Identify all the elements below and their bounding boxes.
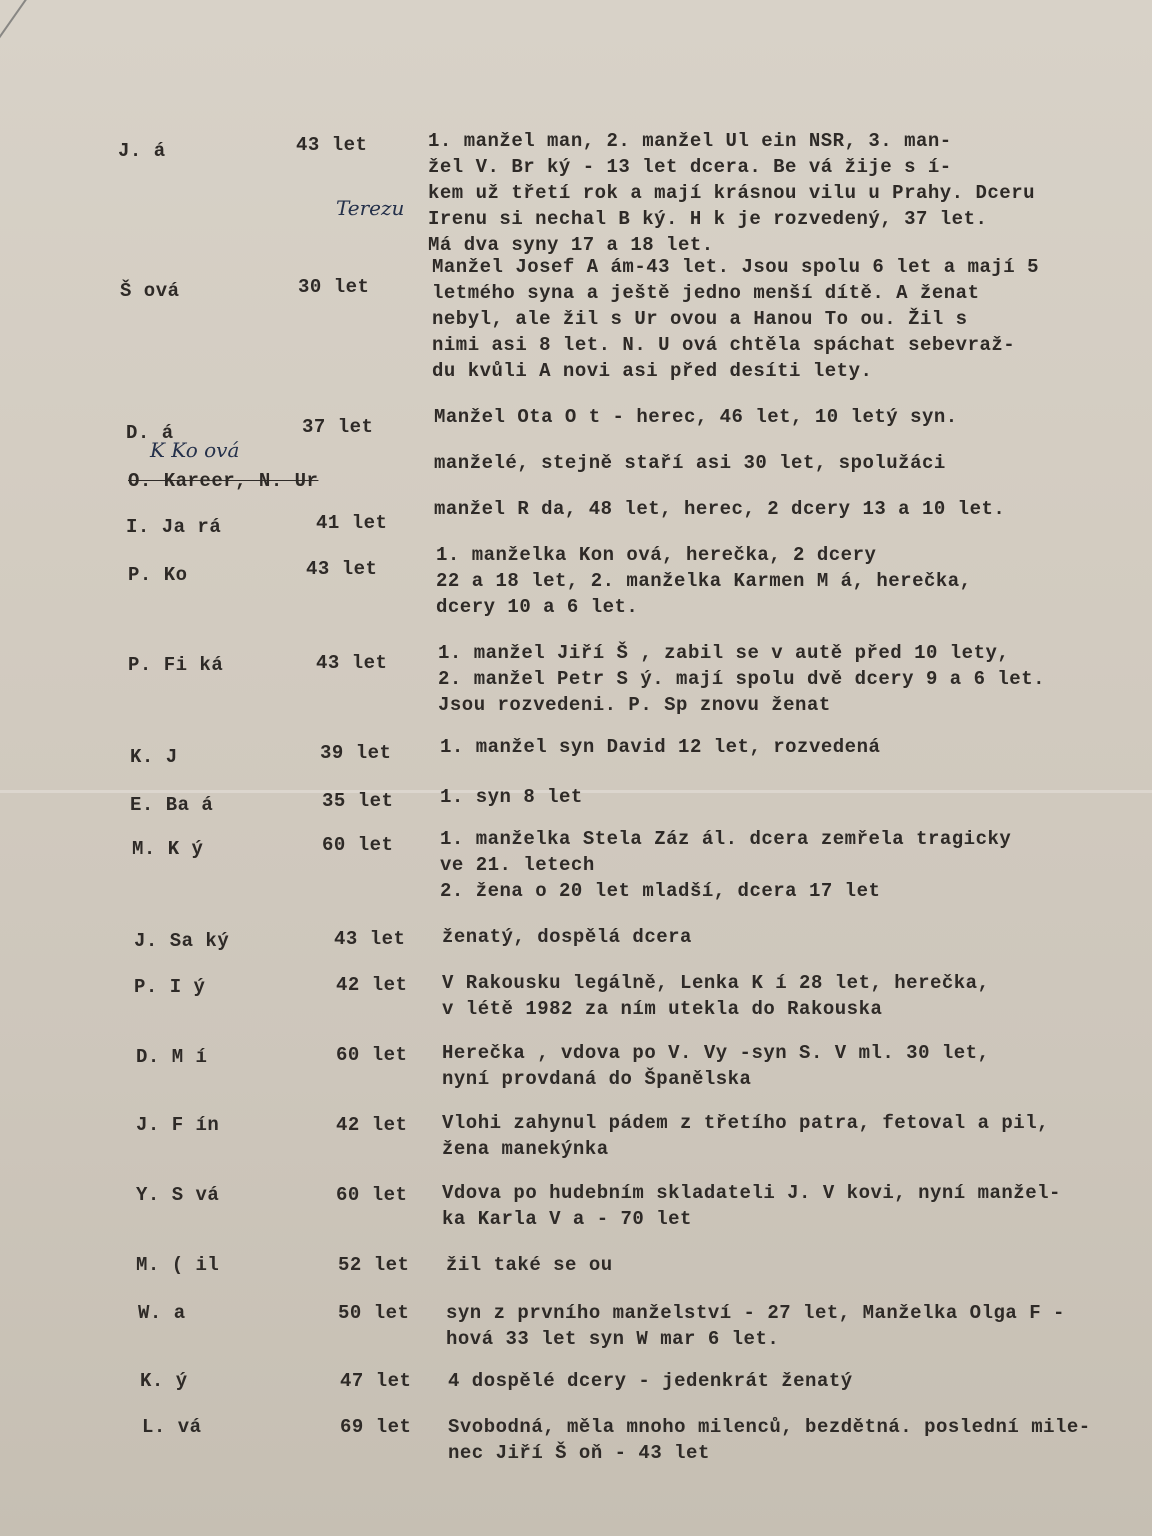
- description-line: V Rakousku legálně, Lenka K í 28 let, herečka,: [442, 972, 990, 994]
- entry-name: P. Ko: [128, 564, 188, 586]
- description-line: manžel R da, 48 let, herec, 2 dcery 13 a 10 let.: [434, 498, 1006, 520]
- entry-age: 43 let: [306, 558, 378, 580]
- description-line: 2. manžel Petr S ý. mají spolu dvě dcery 9 a 6 let.: [438, 668, 1045, 690]
- description-line: Manžel Josef A ám-43 let. Jsou spolu 6 let a mají 5: [432, 256, 1039, 278]
- description-line: 1. manžel Jiří Š , zabil se v autě před 10 lety,: [438, 642, 1010, 664]
- entry-description: [446, 1252, 1146, 1278]
- entry-name: M. K ý: [132, 838, 204, 860]
- entry-age: 42 let: [336, 1114, 408, 1136]
- entry-description: [428, 128, 1128, 258]
- entry-name: L. vá: [142, 1416, 202, 1438]
- entry-description: [442, 1110, 1142, 1162]
- description-line: nebyl, ale žil s Ur ovou a Hanou To ou. Žil s: [432, 308, 968, 330]
- description-line: v létě 1982 za ním utekla do Rakouska: [442, 998, 883, 1020]
- description-line: kem už třetí rok a mají krásnou vilu u Prahy. Dceru: [428, 182, 1035, 204]
- entry-name: Š ová: [120, 280, 180, 302]
- description-line: Irenu si nechal B ký. H k je rozvedený, 37 let.: [428, 208, 988, 230]
- entry-age: 60 let: [336, 1044, 408, 1066]
- description-line: ka Karla V a - 70 let: [442, 1208, 692, 1230]
- entry-name: W. a: [138, 1302, 186, 1324]
- entry-age: 43 let: [316, 652, 388, 674]
- description-line: 1. manželka Kon ová, herečka, 2 dcery: [436, 544, 877, 566]
- entry-age: 42 let: [336, 974, 408, 996]
- entry-description: [434, 450, 1134, 476]
- description-line: Svobodná, měla mnoho milenců, bezdětná. poslední mile-: [448, 1416, 1091, 1438]
- description-line: manželé, stejně staří asi 30 let, spolužáci: [434, 452, 946, 474]
- description-line: nyní provdaná do Španělska: [442, 1068, 752, 1090]
- description-line: du kvůli A novi asi před desíti lety.: [432, 360, 873, 382]
- entry-name: I. Ja rá: [126, 516, 222, 538]
- entry-name: O. Kareer, N. Ur: [128, 470, 319, 492]
- entry-name: J. Sa ký: [134, 930, 230, 952]
- entry-description: [448, 1414, 1148, 1466]
- entry-description: [438, 640, 1138, 718]
- entry-name: D. M í: [136, 1046, 208, 1068]
- entry-name: E. Ba á: [130, 794, 214, 816]
- entry-description: [434, 404, 1134, 430]
- staple-mark: [0, 0, 69, 75]
- description-line: nec Jiří Š oň - 43 let: [448, 1442, 710, 1464]
- description-line: žel V. Br ký - 13 let dcera. Be vá žije s í-: [428, 156, 952, 178]
- description-line: žil také se ou: [446, 1254, 613, 1276]
- entry-description: [442, 1040, 1142, 1092]
- entry-description: [448, 1368, 1148, 1394]
- description-line: 1. syn 8 let: [440, 786, 583, 808]
- entry-age: 41 let: [316, 512, 388, 534]
- entry-name: J. á: [118, 140, 166, 162]
- entry-name: J. F ín: [136, 1114, 220, 1136]
- entry-description: [442, 924, 1142, 950]
- description-line: hová 33 let syn W mar 6 let.: [446, 1328, 780, 1350]
- description-line: Vdova po hudebním skladateli J. V kovi, nyní manžel-: [442, 1182, 1061, 1204]
- description-line: Herečka , vdova po V. Vy -syn S. V ml. 30 let,: [442, 1042, 990, 1064]
- description-line: Jsou rozvedeni. P. Sp znovu ženat: [438, 694, 831, 716]
- entry-age: 60 let: [336, 1184, 408, 1206]
- description-line: 1. manžel syn David 12 let, rozvedená: [440, 736, 881, 758]
- description-line: dcery 10 a 6 let.: [436, 596, 639, 618]
- entry-age: 47 let: [340, 1370, 412, 1392]
- entry-name: K. J: [130, 746, 178, 768]
- handwritten-annotation-terezu: Terezu: [336, 196, 405, 220]
- description-line: syn z prvního manželství - 27 let, Manželka Olga F -: [446, 1302, 1065, 1324]
- entry-age: 39 let: [320, 742, 392, 764]
- description-line: nimi asi 8 let. N. U ová chtěla spáchat sebevraž-: [432, 334, 1016, 356]
- entry-description: [434, 496, 1134, 522]
- entry-name: D. á: [126, 422, 174, 444]
- description-line: ve 21. letech: [440, 854, 595, 876]
- description-line: letmého syna a ještě jedno menší dítě. A ženat: [432, 282, 980, 304]
- entry-age: 52 let: [338, 1254, 410, 1276]
- handwritten-annotation-korova: K Ko ová: [150, 438, 240, 462]
- entry-age: 43 let: [334, 928, 406, 950]
- entry-name: M. ( il: [136, 1254, 220, 1276]
- entry-name: Y. S vá: [136, 1184, 220, 1206]
- description-line: žena manekýnka: [442, 1138, 609, 1160]
- entry-name: P. Fi ká: [128, 654, 224, 676]
- entry-age: 69 let: [340, 1416, 412, 1438]
- entry-description: [440, 734, 1140, 760]
- entry-description: [446, 1300, 1146, 1352]
- entry-age: 43 let: [296, 134, 368, 156]
- description-line: 1. manželka Stela Záz ál. dcera zemřela tragicky: [440, 828, 1012, 850]
- description-line: Vlohi zahynul pádem z třetího patra, fetoval a pil,: [442, 1112, 1049, 1134]
- entry-description: [436, 542, 1136, 620]
- description-line: 2. žena o 20 let mladší, dcera 17 let: [440, 880, 881, 902]
- entry-name: P. I ý: [134, 976, 206, 998]
- entry-description: [442, 1180, 1142, 1232]
- description-line: 4 dospělé dcery - jedenkrát ženatý: [448, 1370, 853, 1392]
- description-line: Má dva syny 17 a 18 let.: [428, 234, 714, 256]
- entry-name: K. ý: [140, 1370, 188, 1392]
- description-line: ženatý, dospělá dcera: [442, 926, 692, 948]
- entry-description: [442, 970, 1142, 1022]
- entry-age: 35 let: [322, 790, 394, 812]
- description-line: 1. manžel man, 2. manžel Ul ein NSR, 3. man-: [428, 130, 952, 152]
- entry-age: 60 let: [322, 834, 394, 856]
- entry-age: 37 let: [302, 416, 374, 438]
- entry-description: [440, 826, 1140, 904]
- description-line: 22 a 18 let, 2. manželka Karmen M á, herečka,: [436, 570, 972, 592]
- description-line: Manžel Ota O t - herec, 46 let, 10 letý syn.: [434, 406, 958, 428]
- entry-age: 30 let: [298, 276, 370, 298]
- entry-description: [432, 254, 1132, 384]
- entry-description: [440, 784, 1140, 810]
- entry-age: 50 let: [338, 1302, 410, 1324]
